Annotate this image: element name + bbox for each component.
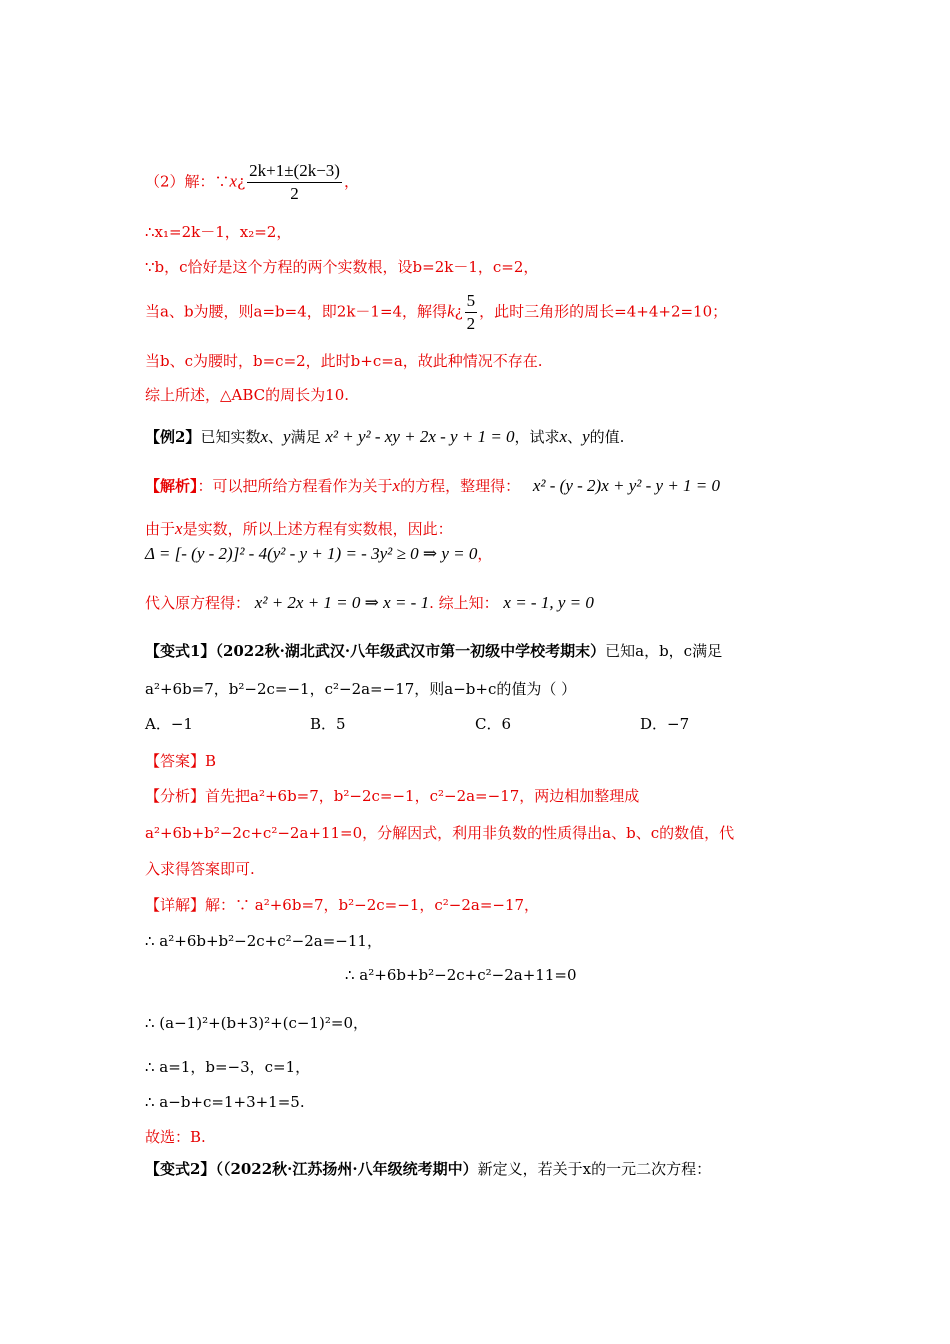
variant1-detail-line6: ∴ a−b+c=1+3+1=5. bbox=[145, 1093, 305, 1111]
option-b[interactable]: B．5 bbox=[310, 715, 346, 733]
variant1-analysis-line1: 【分析】首先把a²+6b=7，b²−2c=−1，c²−2a=−17，两边相加整理成 bbox=[145, 787, 640, 805]
variant1-detail-line1: 【详解】解：∵ a²+6b=7，b²−2c=−1，c²−2a=−17， bbox=[145, 896, 540, 914]
analysis-equation4: x = - 1, y = 0 bbox=[503, 593, 594, 612]
sol2-line5: 当b、c为腰时，b=c=2，此时b+c=a，故此种情况不存在. bbox=[145, 352, 543, 370]
option-c[interactable]: C．6 bbox=[475, 715, 512, 733]
variant1-header: 【变式1】（2022秋·湖北武汉·八年级武汉市第一初级中学校考期末）已知a，b，c满足 bbox=[145, 642, 723, 660]
analysis-equation1: x² - (y - 2)x + y² - y + 1 = 0 bbox=[532, 476, 721, 495]
sol2-line6: 综上所述，△ABC的周长为10. bbox=[145, 386, 350, 404]
example2-equation: x² + y² - xy + 2x - y + 1 = 0 bbox=[325, 427, 515, 446]
analysis-line2: 由于x是实数，所以上述方程有实数根，因此： bbox=[145, 519, 453, 538]
variant1-analysis-line2: a²+6b+b²−2c+c²−2a+11=0，分解因式，利用非负数的性质得出a、b、c的数值，代 bbox=[145, 824, 735, 842]
variant2-header: 【变式2】（（2022秋·江苏扬州·八年级统考期中）新定义，若关于x的一元二次方程： bbox=[145, 1160, 712, 1178]
option-a[interactable]: A．−1 bbox=[145, 715, 193, 733]
example2-question: 【例2】已知实数x、y满足 x² + y² - xy + 2x - y + 1 = 0，试求x、y的值. bbox=[145, 427, 625, 446]
sol2-line3: ∵b，c恰好是这个方程的两个实数根，设b=2k－1，c=2， bbox=[145, 258, 539, 276]
fraction-1: $\frac{2k+1\pm(2k-3)}{2}$ bbox=[249, 161, 340, 203]
variant1-detail-line4: ∴ (a−1)²+(b+3)²+(c−1)²=0， bbox=[145, 1014, 368, 1032]
analysis-equation3: x² + 2x + 1 = 0 ⇒ x = - 1 bbox=[254, 593, 430, 612]
variant1-detail-line2: ∴ a²+6b+b²−2c+c²−2a=−11， bbox=[145, 932, 382, 950]
analysis-line3: Δ = [- (y - 2)]² - 4(y² - y + 1) = - 3y² ≥ 0 ⇒ y = 0， bbox=[145, 544, 493, 563]
variant1-answer: 【答案】B bbox=[145, 752, 217, 770]
analysis-line4: 代入原方程得： x² + 2x + 1 = 0 ⇒ x = - 1. 综上知： x = - 1, y = 0 bbox=[145, 593, 594, 612]
sol2-line1: （2）解：∵x¿ $\frac{2k+1\pm(2k-3)}{2}$ ， bbox=[145, 161, 359, 203]
analysis-line1: 【解析】：可以把所给方程看作为关于x的方程，整理得： x² - (y - 2)x + y² - y + 1 = 0 bbox=[145, 476, 721, 495]
analysis-equation2: Δ = [- (y - 2)]² - 4(y² - y + 1) = - 3y² ≥ 0 ⇒ y = 0 bbox=[145, 544, 478, 563]
variant1-detail-line3: ∴ a²+6b+b²−2c+c²−2a+11=0 bbox=[345, 966, 577, 984]
sol2-line4: 当a、b为腰，则a=b=4，即2k－1=4，解得k¿ $\frac{5}{2}$ ，此时三角形的周长=4+4+2=10； bbox=[145, 291, 728, 333]
variant1-analysis-line3: 入求得答案即可. bbox=[145, 860, 255, 878]
variant1-choice: 故选：B. bbox=[145, 1128, 206, 1146]
variant1-question: a²+6b=7，b²−2c=−1，c²−2a=−17，则a−b+c的值为（ ） bbox=[145, 680, 577, 698]
variant1-detail-line5: ∴ a=1，b=−3，c=1， bbox=[145, 1058, 311, 1076]
option-d[interactable]: D．−7 bbox=[640, 715, 690, 733]
sol2-line2: ∴x₁=2k－1，x₂=2， bbox=[145, 223, 292, 241]
fraction-2: $\frac{5}{2}$ bbox=[466, 291, 476, 333]
